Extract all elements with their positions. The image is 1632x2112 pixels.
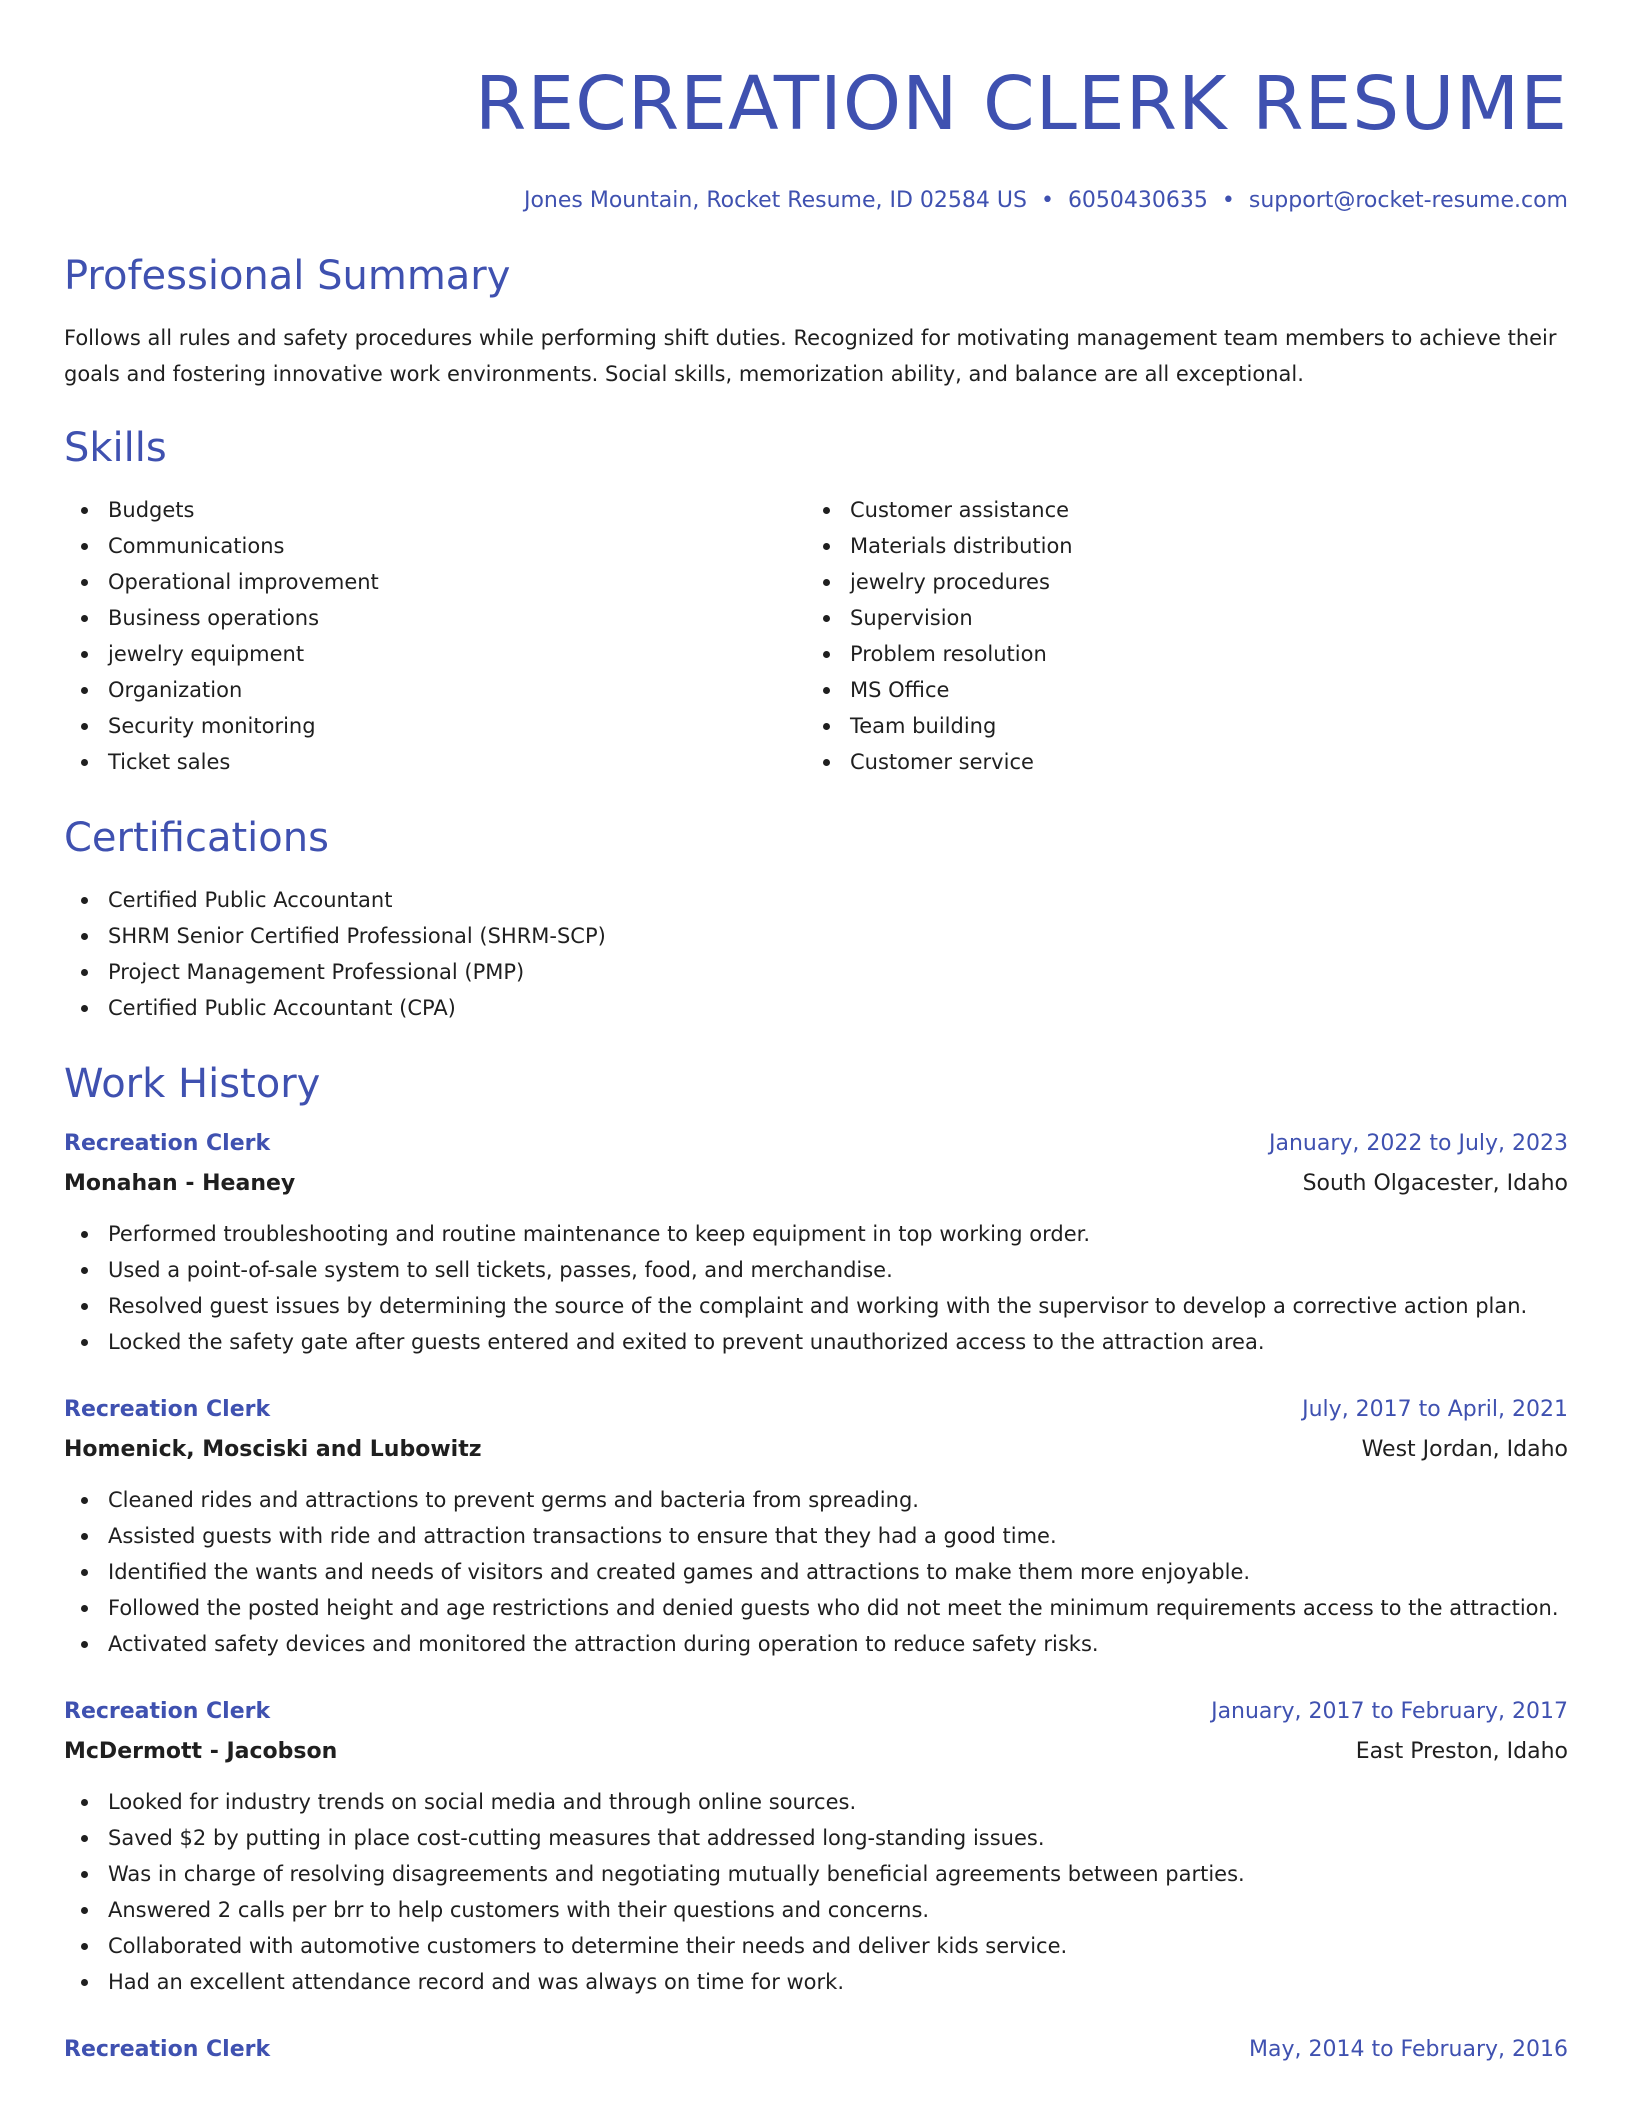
skill-item: Customer service <box>806 744 1548 780</box>
skill-item: Team building <box>806 708 1548 744</box>
job-header-row <box>64 1124 1568 1164</box>
job-duty: Collaborated with automotive customers to determine their needs and deliver kids service. <box>64 1928 1568 1964</box>
skill-item: Communications <box>64 528 806 564</box>
contact-separator: • <box>1221 188 1235 213</box>
job-company-row <box>64 1164 1568 1204</box>
work-history-title: Work History <box>64 1061 321 1107</box>
job-duty: Saved $2 by putting in place cost-cutting measures that addressed long-standing issues. <box>64 1820 1568 1856</box>
certification-item: SHRM Senior Certified Professional (SHRM-SCP) <box>64 918 1568 954</box>
job-duty: Locked the safety gate after guests entered and exited to prevent unauthorized access to the attraction area. <box>64 1324 1568 1360</box>
job-title: Recreation Clerk <box>64 2037 271 2062</box>
skill-item: Ticket sales <box>64 744 806 780</box>
job-duties-list <box>64 1482 1568 1662</box>
certification-item: Project Management Professional (PMP) <box>64 954 1568 990</box>
job-location: East Preston, Idaho <box>1355 1739 1568 1764</box>
job-duty: Looked for industry trends on social media and through online sources. <box>64 1784 1568 1820</box>
job-location: West Jordan, Idaho <box>1361 1437 1568 1462</box>
contact-line <box>64 184 1568 218</box>
skill-item: jewelry equipment <box>64 636 806 672</box>
job-company-row <box>64 1430 1568 1470</box>
summary-section <box>64 248 1568 392</box>
job-header-row <box>64 1692 1568 1732</box>
job-company: Homenick, Mosciski and Lubowitz <box>64 1437 482 1462</box>
job-duty: Cleaned rides and attractions to prevent germs and bacteria from spreading. <box>64 1482 1568 1518</box>
skill-item: MS Office <box>806 672 1548 708</box>
job-entry <box>64 1692 1568 2000</box>
job-duty: Resolved guest issues by determining the source of the complaint and working with the supervisor to develop a corrective action plan. <box>64 1288 1568 1324</box>
job-duty: Performed troubleshooting and routine maintenance to keep equipment in top working order. <box>64 1216 1568 1252</box>
job-entry <box>64 2030 1568 2070</box>
skills-left-list <box>64 492 806 780</box>
skill-item: Operational improvement <box>64 564 806 600</box>
job-dates: May, 2014 to February, 2016 <box>1249 2037 1568 2062</box>
contact-email: support@rocket-resume.com <box>1248 188 1568 213</box>
certifications-title: Certifications <box>64 815 329 861</box>
job-duty: Had an excellent attendance record and was always on time for work. <box>64 1964 1568 2000</box>
certification-item: Certified Public Accountant <box>64 882 1568 918</box>
job-duty: Used a point-of-sale system to sell tickets, passes, food, and merchandise. <box>64 1252 1568 1288</box>
job-duties-list <box>64 1784 1568 2000</box>
contact-separator: • <box>1040 188 1054 213</box>
job-dates: January, 2022 to July, 2023 <box>1269 1131 1568 1156</box>
skill-item: jewelry procedures <box>806 564 1548 600</box>
job-duty: Followed the posted height and age restrictions and denied guests who did not meet the minimum requirements access to the attraction. <box>64 1590 1568 1626</box>
job-dates: January, 2017 to February, 2017 <box>1211 1699 1568 1724</box>
skill-item: Customer assistance <box>806 492 1548 528</box>
job-entry <box>64 1390 1568 1662</box>
certifications-section <box>64 810 1568 1026</box>
skill-item: Materials distribution <box>806 528 1548 564</box>
skill-item: Supervision <box>806 600 1548 636</box>
skills-title: Skills <box>64 425 167 471</box>
job-duty: Identified the wants and needs of visitors and created games and attractions to make them more enjoyable. <box>64 1554 1568 1590</box>
skills-right-list <box>806 492 1548 780</box>
skills-section <box>64 420 1568 780</box>
job-company: Monahan - Heaney <box>64 1171 296 1196</box>
skills-columns <box>64 492 1568 780</box>
certifications-list <box>64 882 1568 1026</box>
summary-title: Professional Summary <box>64 253 511 299</box>
job-duties-list <box>64 1216 1568 1360</box>
resume-header <box>64 0 1568 218</box>
job-duty: Assisted guests with ride and attraction transactions to ensure that they had a good time. <box>64 1518 1568 1554</box>
job-company-row <box>64 1732 1568 1772</box>
work-history-section <box>64 1056 1568 2070</box>
job-duty: Answered 2 calls per brr to help customers with their questions and concerns. <box>64 1892 1568 1928</box>
job-location: South Olgacester, Idaho <box>1302 1171 1568 1196</box>
job-company: McDermott - Jacobson <box>64 1739 338 1764</box>
job-header-row <box>64 1390 1568 1430</box>
contact-phone: 6050430635 <box>1067 188 1208 213</box>
skill-item: Business operations <box>64 600 806 636</box>
skill-item: Problem resolution <box>806 636 1548 672</box>
job-entry <box>64 1124 1568 1360</box>
job-duty: Activated safety devices and monitored the attraction during operation to reduce safety risks. <box>64 1626 1568 1662</box>
contact-address: Jones Mountain, Rocket Resume, ID 02584 US <box>523 188 1027 213</box>
skill-item: Organization <box>64 672 806 708</box>
job-title: Recreation Clerk <box>64 1397 271 1422</box>
resume-name: RECREATION CLERK RESUME <box>474 61 1568 147</box>
summary-text: Follows all rules and safety procedures while performing shift duties. Recognized for motivating management team members to achieve their goals and fostering innovative work environments. Social skills, memorization ability, and balance are all exceptional. <box>64 326 1557 386</box>
job-title: Recreation Clerk <box>64 1699 271 1724</box>
job-duty: Was in charge of resolving disagreements and negotiating mutually beneficial agreements between parties. <box>64 1856 1568 1892</box>
certification-item: Certified Public Accountant (CPA) <box>64 990 1568 1026</box>
skill-item: Security monitoring <box>64 708 806 744</box>
job-header-row <box>64 2030 1568 2070</box>
job-dates: July, 2017 to April, 2021 <box>1302 1397 1568 1422</box>
skill-item: Budgets <box>64 492 806 528</box>
job-title: Recreation Clerk <box>64 1131 271 1156</box>
